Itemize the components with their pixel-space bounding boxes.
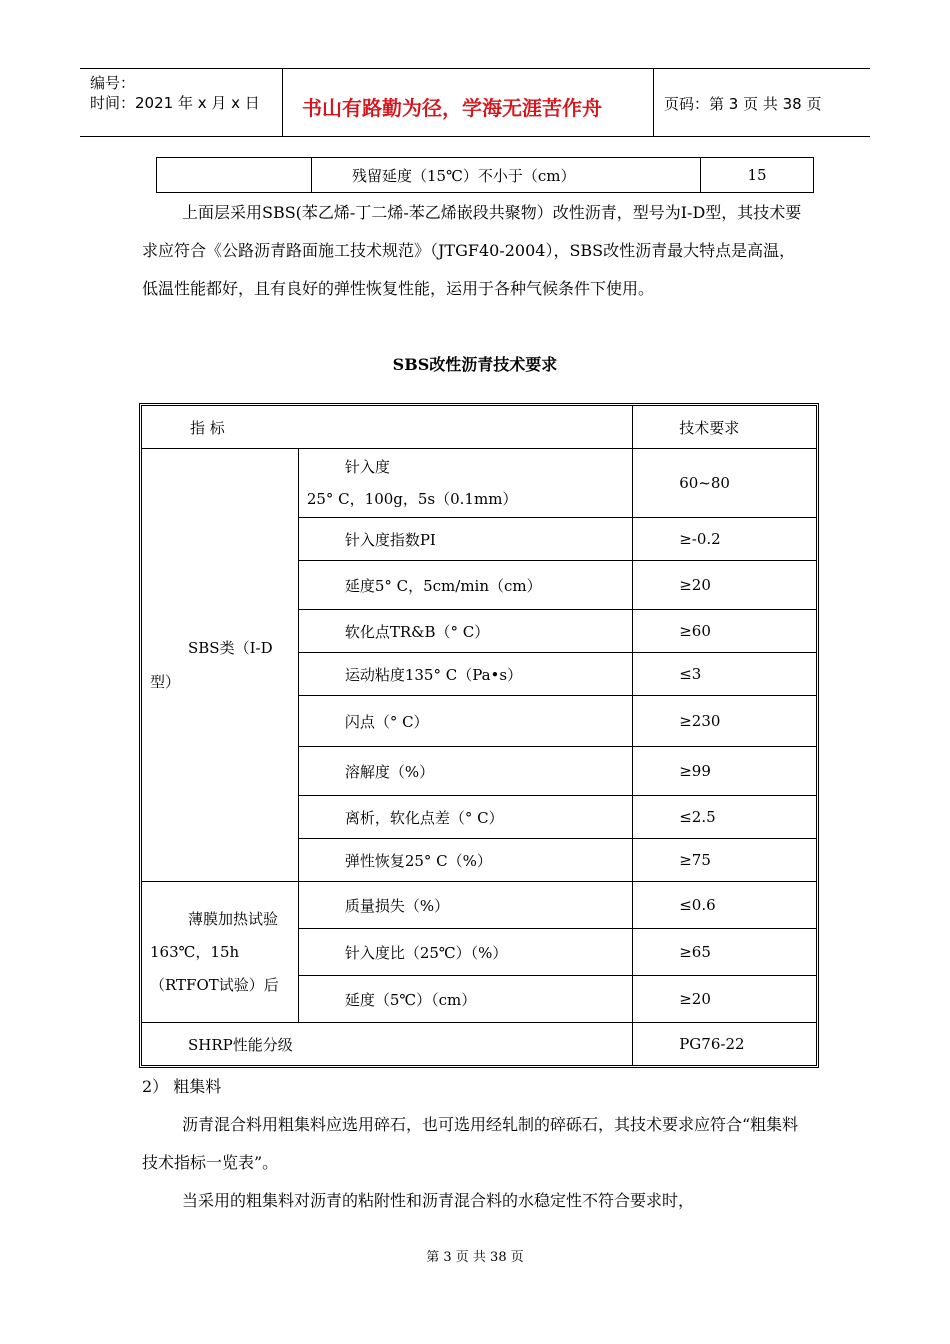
intro-paragraph: 上面层采用SBS(苯乙烯-丁二烯-苯乙烯嵌段共聚物）改性沥青，型号为I-D型，其技术要求应符合《公路沥青路面施工技术规范》（JTGF40-2004），SBS改性沥青最大特点是高温，低温性能都好，且有良好的弹性恢复性能，运用于各种气候条件下使用。 [142, 203, 802, 298]
table-header-row [142, 406, 817, 449]
table-row [157, 158, 814, 193]
sbs-requirements-table [141, 405, 817, 1066]
header-top-rule [80, 68, 870, 69]
top-table-empty-cell [157, 158, 312, 193]
header-divider-left [282, 68, 283, 136]
row-name: 针入度指数PI [298, 518, 632, 561]
row-value: ≥-0.2 [633, 518, 817, 561]
group2-label-text: 薄膜加热试验163℃，15h（RTFOT试验）后 [150, 909, 279, 994]
top-table-label: 残留延度（15℃）不小于（cm） [312, 158, 701, 193]
row-name: 针入度比（25℃）（%） [298, 929, 632, 976]
row-value: ≥65 [633, 929, 817, 976]
header-index-cell: 指 标 [142, 406, 633, 449]
row-name: 质量损失（%） [298, 882, 632, 929]
doc-time-label: 时间：2021 年 x 月 x 日 [90, 94, 260, 112]
header-bottom-rule [80, 136, 870, 137]
row-value: ≥60 [633, 610, 817, 653]
header-divider-right [653, 68, 654, 136]
shrp-label: SHRP性能分级 [142, 1023, 633, 1066]
section2-paragraph-cont: 当采用的粗集料对沥青的粘附性和沥青混合料的水稳定性不符合要求时， [182, 1191, 695, 1210]
header-motto: 书山有路勤为径，学海无涯苦作舟 [302, 96, 602, 120]
row-penetration-name [298, 449, 632, 518]
table-title: SBS改性沥青技术要求 [392, 355, 558, 374]
table-row [142, 449, 817, 518]
section2-title: 2） 粗集料 [142, 1077, 222, 1096]
row-value: ≥99 [633, 747, 817, 796]
row-value: ≥20 [633, 976, 817, 1023]
row-name: 弹性恢复25° C（%） [298, 839, 632, 882]
row-value: ≥230 [633, 696, 817, 747]
table-row [142, 1023, 817, 1066]
row-value: ≤2.5 [633, 796, 817, 839]
row-value: ≥20 [633, 561, 817, 610]
group1-label [142, 449, 299, 882]
row-name: 延度5° C，5cm/min（cm） [298, 561, 632, 610]
shrp-value: PG76-22 [633, 1023, 817, 1066]
row-name: 软化点TR&B（° C） [298, 610, 632, 653]
row-value: ≤0.6 [633, 882, 817, 929]
header-req-cell: 技术要求 [633, 406, 817, 449]
top-table [156, 157, 814, 193]
row-name: 离析，软化点差（° C） [298, 796, 632, 839]
page-footer: 第 3 页 共 38 页 [426, 1250, 524, 1265]
row-name: 运动粘度135° C（Pa•s） [298, 653, 632, 696]
doc-number-label: 编号： [90, 74, 136, 92]
section2-paragraph: 沥青混合料用粗集料应选用碎石，也可选用经轧制的碎砾石，其技术要求应符合“粗集料技术指标一览表”。 [142, 1115, 799, 1172]
row-name: 闪点（° C） [298, 696, 632, 747]
row-name: 溶解度（%） [298, 747, 632, 796]
row-penetration-name-line1: 针入度 [344, 458, 390, 476]
row-value: ≤3 [633, 653, 817, 696]
row-penetration-name-line2: 25° C，100g，5s（0.1mm） [306, 490, 518, 508]
top-table-value: 15 [701, 158, 814, 193]
group1-label-text: SBS类（I-D型） [150, 639, 273, 691]
page-info: 页码：第 3 页 共 38 页 [664, 95, 822, 113]
row-name: 延度（5℃）（cm） [298, 976, 632, 1023]
row-penetration-value: 60~80 [633, 449, 817, 518]
row-value: ≥75 [633, 839, 817, 882]
group2-label [142, 882, 299, 1023]
table-row [142, 882, 817, 929]
